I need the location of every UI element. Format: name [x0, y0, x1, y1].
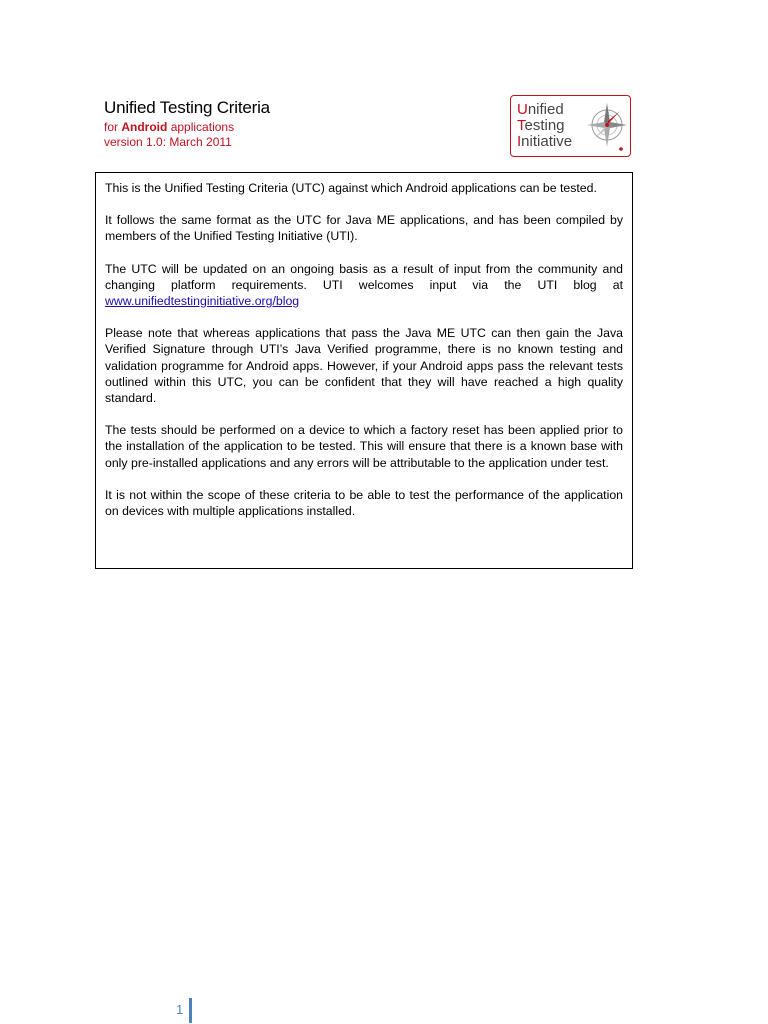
paragraph-java-verified: Please note that whereas applications that pass the Java ME UTC can then gain the Java Verified Signature through UTI’s Java Verified programme, there is no known testing and validation programme for Android apps. However, if your Android apps pass the relevant tests outlined within this UTC, you can be confident that they will have reached a high quality standard. [105, 326, 623, 406]
document-subtitle [104, 120, 384, 135]
document-version: version 1.0: March 2011 [104, 135, 232, 149]
subtitle-platform: Android [121, 120, 168, 134]
logo-line1-cap: U [517, 101, 528, 118]
logo-wordmark [517, 102, 572, 150]
page-number-divider [189, 998, 192, 1023]
subtitle-suffix: applications [170, 120, 235, 134]
logo-line2-cap: T [517, 117, 525, 134]
uti-logo [510, 95, 631, 157]
paragraph-test-setup: The tests should be performed on a device to which a factory reset has been applied prior to the installation of the application to be tested. This will ensure that there is a known base with only pre-installed applications and any errors will be attributable to the application under test. [105, 423, 623, 470]
logo-line1-rest: nified [527, 101, 564, 118]
paragraph-updates [105, 261, 623, 310]
page-number: 1 [176, 1002, 184, 1017]
logo-line3-cap: I [517, 133, 522, 150]
document-header [104, 97, 384, 150]
document-title: Unified Testing Criteria [104, 98, 270, 117]
subtitle-prefix: for [104, 120, 119, 134]
intro-text-box [95, 172, 633, 569]
paragraph-updates-text: The UTC will be updated on an ongoing basis as a result of input from the community and changing platform requirements. UTI welcomes input via the UTI blog at [105, 261, 623, 292]
logo-line2-rest: esting [524, 117, 565, 134]
logo-line3-rest: nitiative [521, 133, 573, 150]
paragraph-format: It follows the same format as the UTC for Java ME applications, and has been compiled by members of the Unified Testing Initiative (UTI). [105, 213, 623, 244]
uti-blog-link[interactable]: www.unifiedtestinginitiative.org/blog [105, 294, 300, 309]
paragraph-scope: It is not within the scope of these criteria to be able to test the performance of the application on devices with multiple applications installed. [105, 487, 623, 519]
compass-rose-icon [587, 99, 629, 155]
paragraph-intro: This is the Unified Testing Criteria (UTC) against which Android applications can be tested. [105, 181, 597, 195]
